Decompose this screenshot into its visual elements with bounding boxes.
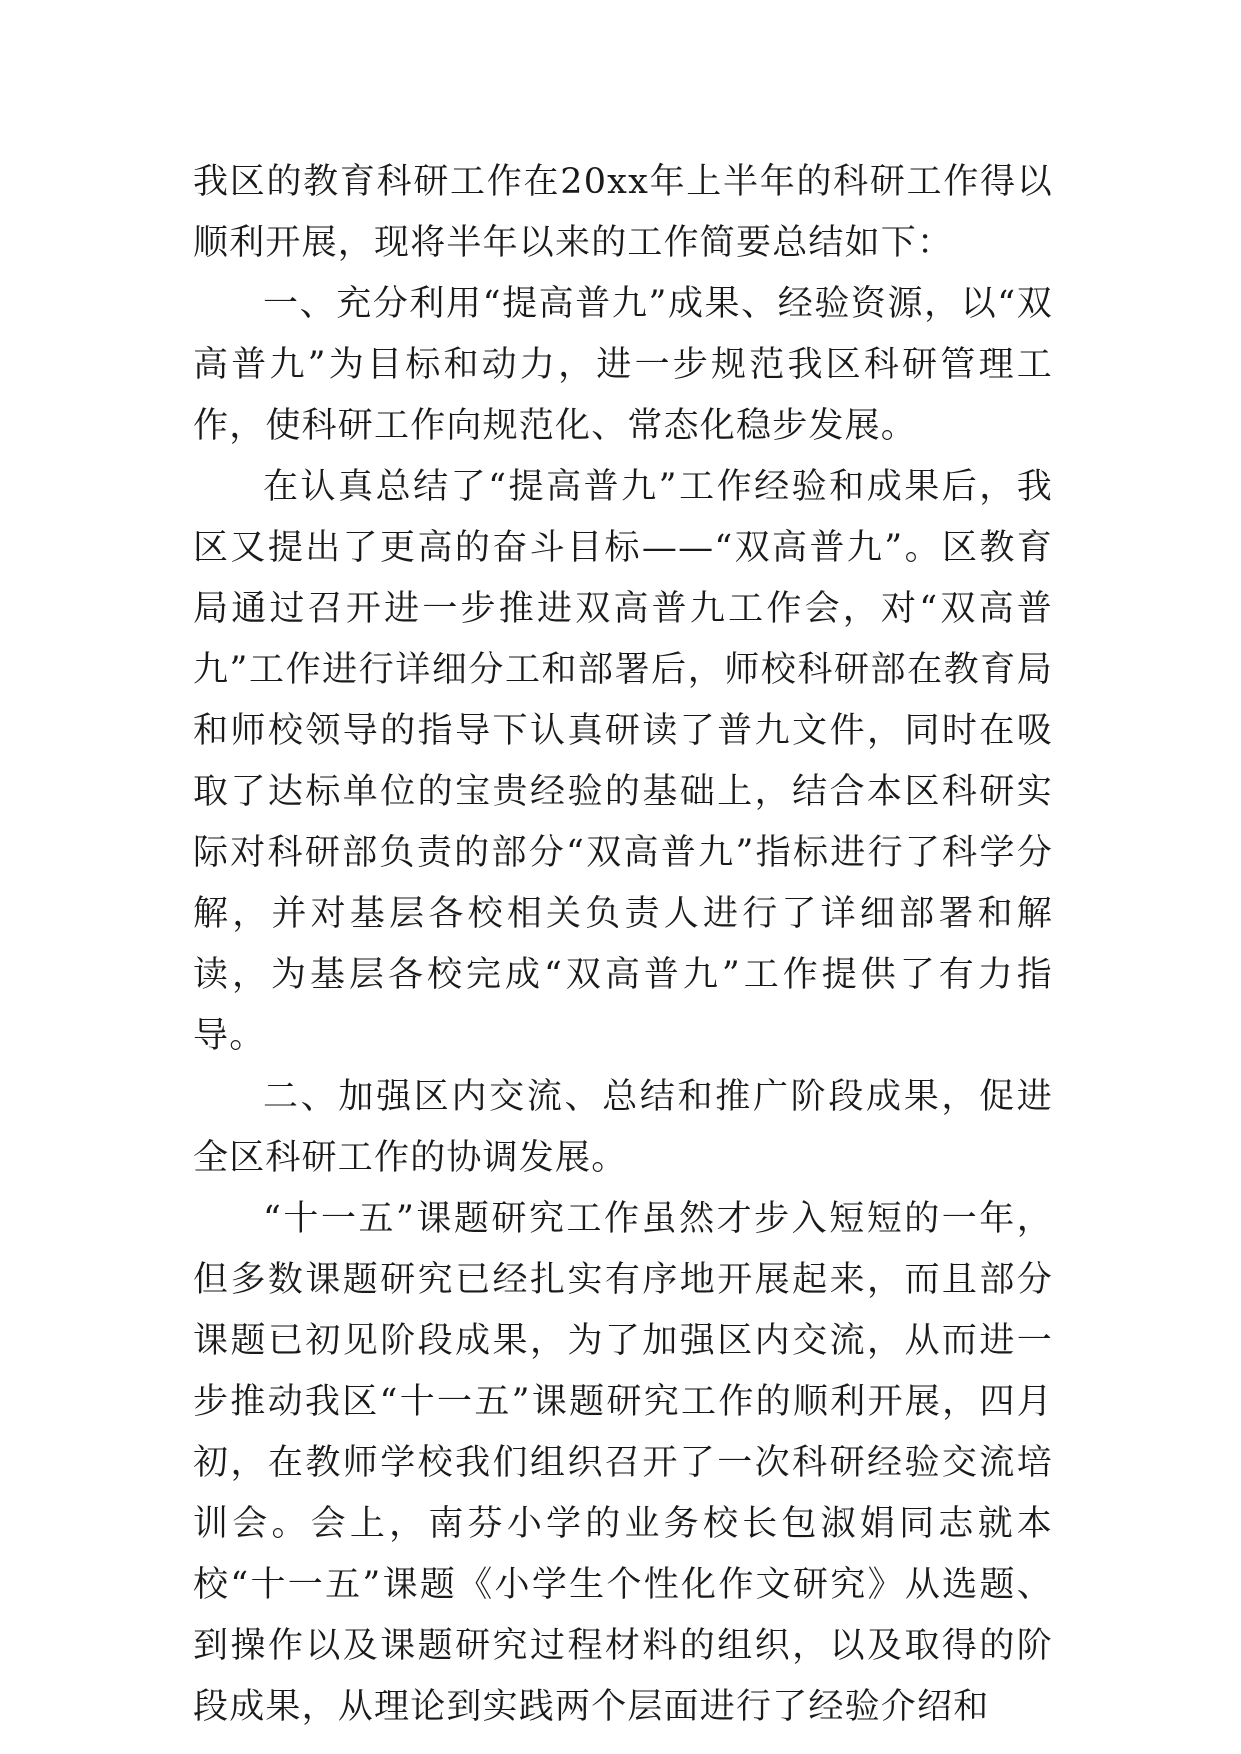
paragraph-section-two-heading: 二、加强区内交流、总结和推广阶段成果，促进全区科研工作的协调发展。 — [193, 1077, 1053, 1178]
paragraph-section-one-body: 在认真总结了“提高普九”工作经验和成果后，我区又提出了更高的奋斗目标——“双高普九”。区教育局通过召开进一步推进双高普九工作会，对“双高普九”工作进行详细分工和部署后，师校科研部在教育局和师校领导的指导下认真研读了普九文件，同时在吸取了达标单位的宝贵经验的基础上，结合本区科研实际对科研部负责的部分“双高普九”指标进行了科学分解，并对基层各校相关负责人进行了详细部署和解读，为基层各校完成“双高普九”工作提供了有力指导。 — [193, 467, 1053, 1056]
paragraph-section-one-heading: 一、充分利用“提高普九”成果、经验资源，以“双高普九”为目标和动力，进一步规范我区科研管理工作，使科研工作向规范化、常态化稳步发展。 — [193, 284, 1053, 446]
paragraph-intro: 我区的教育科研工作在20xx年上半年的科研工作得以顺利开展，现将半年以来的工作简要总结如下： — [193, 162, 1053, 263]
paragraph-section-two-body: “十一五”课题研究工作虽然才步入短短的一年，但多数课题研究已经扎实有序地开展起来，而且部分课题已初见阶段成果，为了加强区内交流，从而进一步推动我区“十一五”课题研究工作的顺利开展，四月初，在教师学校我们组织召开了一次科研经验交流培训会。会上，南芬小学的业务校长包淑娟同志就本校“十一五”课题《小学生个性化作文研究》从选题、到操作以及课题研究过程材料的组织，以及取得的阶段成果，从理论到实践两个层面进行了经验介绍和 — [193, 1199, 1053, 1727]
document-body — [193, 152, 1053, 1738]
